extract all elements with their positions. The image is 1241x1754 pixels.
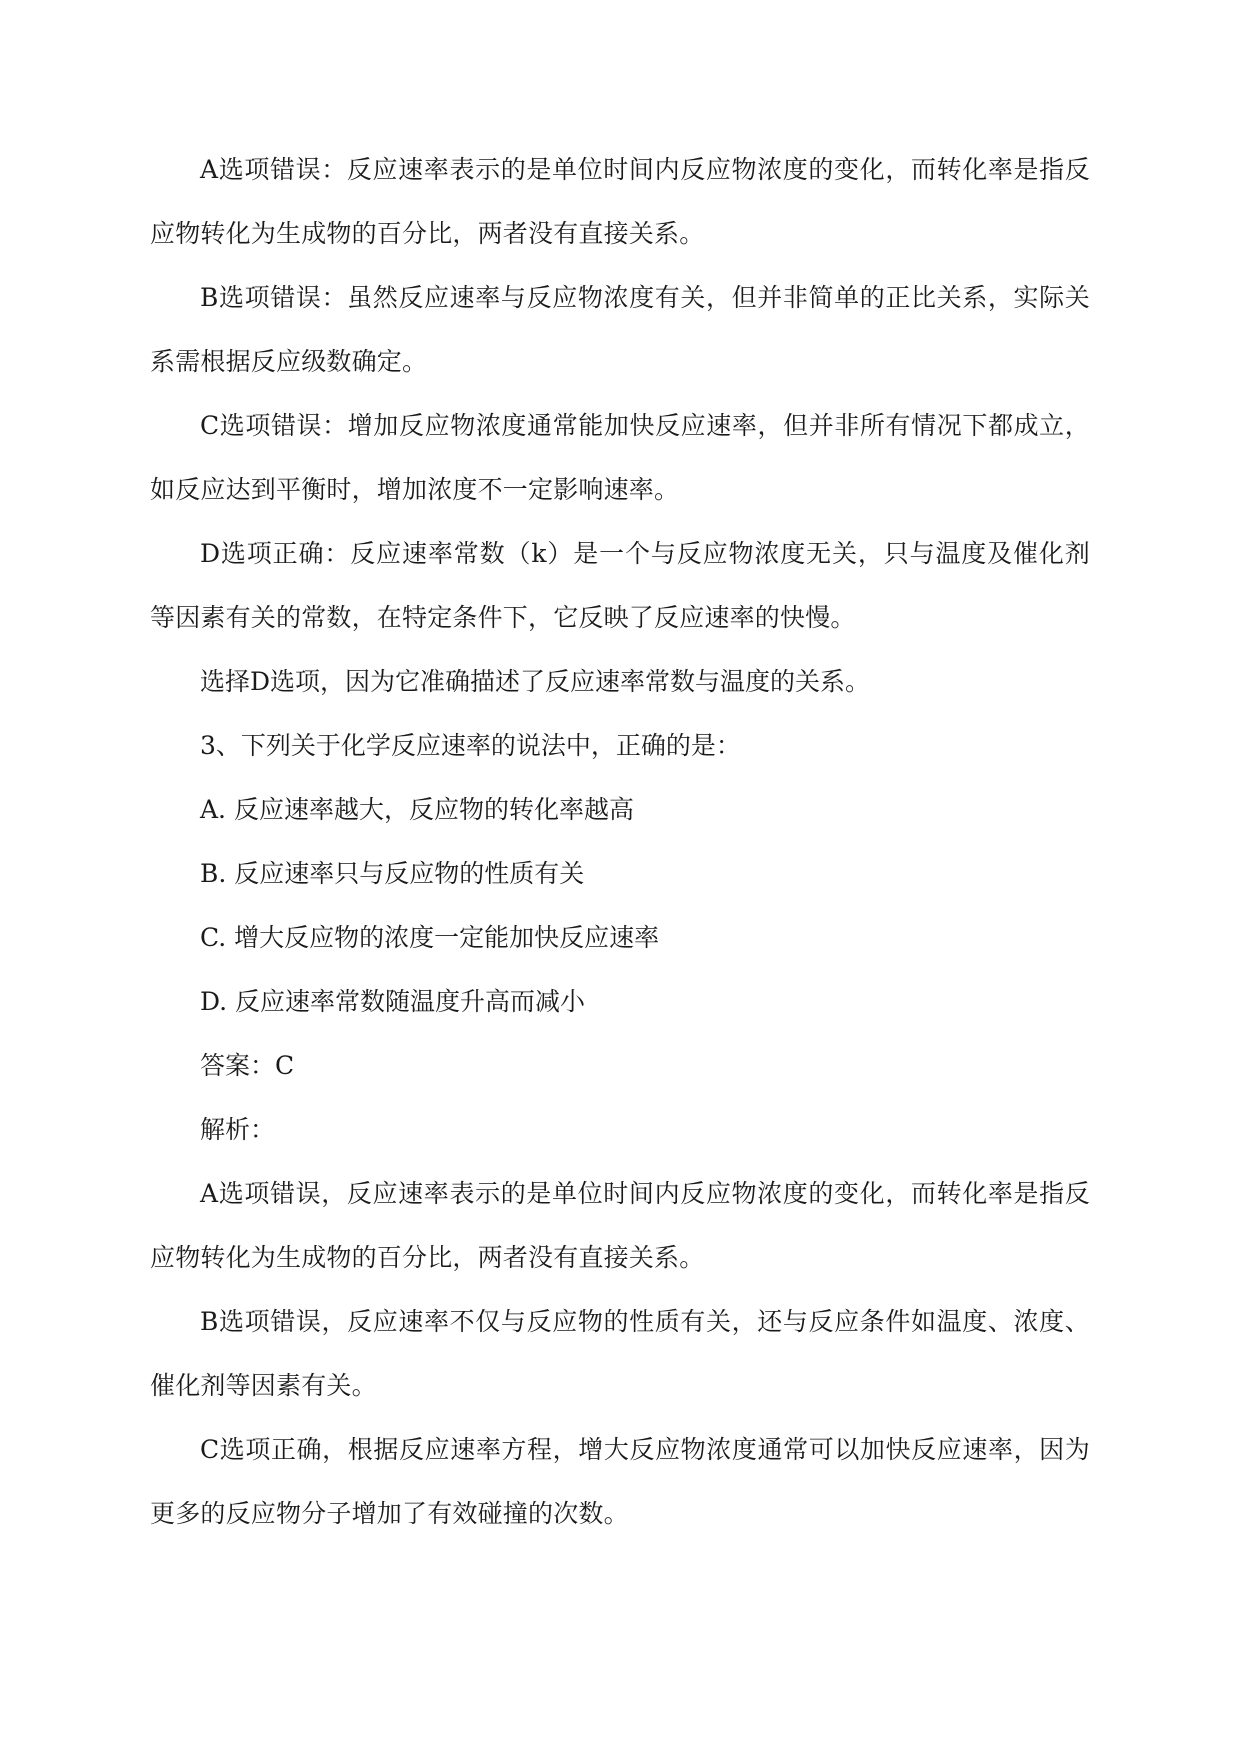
question-3-option-b: B. 反应速率只与反应物的性质有关 xyxy=(200,859,585,888)
question-3-answer: 答案：C xyxy=(200,1051,295,1080)
option-a-analysis: A选项错误：反应速率表示的是单位时间内反应物浓度的变化，而转化率是指反应物转化为生成物的百分比，两者没有直接关系。 xyxy=(150,155,1090,248)
question-3-option-c: C. 增大反应物的浓度一定能加快反应速率 xyxy=(200,923,660,952)
question-3-option-a: A. 反应速率越大，反应物的转化率越高 xyxy=(200,795,634,824)
option-c-analysis: C选项错误：增加反应物浓度通常能加快反应速率，但并非所有情况下都成立，如反应达到平衡时，增加浓度不一定影响速率。 xyxy=(150,411,1090,504)
question-3-option-a-analysis: A选项错误，反应速率表示的是单位时间内反应物浓度的变化，而转化率是指反应物转化为生成物的百分比，两者没有直接关系。 xyxy=(150,1179,1090,1272)
question-3-stem: 3、下列关于化学反应速率的说法中，正确的是： xyxy=(200,731,741,760)
document-page xyxy=(150,138,1090,1546)
option-d-analysis: D选项正确：反应速率常数（k）是一个与反应物浓度无关，只与温度及催化剂等因素有关的常数，在特定条件下，它反映了反应速率的快慢。 xyxy=(150,539,1090,632)
option-b-analysis: B选项错误：虽然反应速率与反应物浓度有关，但并非简单的正比关系，实际关系需根据反应级数确定。 xyxy=(150,283,1090,376)
question-3-option-c-analysis: C选项正确，根据反应速率方程，增大反应物浓度通常可以加快反应速率，因为更多的反应物分子增加了有效碰撞的次数。 xyxy=(150,1435,1090,1528)
conclusion: 选择D选项，因为它准确描述了反应速率常数与温度的关系。 xyxy=(200,667,871,696)
question-3-option-b-analysis: B选项错误，反应速率不仅与反应物的性质有关，还与反应条件如温度、浓度、催化剂等因素有关。 xyxy=(150,1307,1090,1400)
question-3-option-d: D. 反应速率常数随温度升高而减小 xyxy=(200,987,586,1016)
question-3-analysis-label: 解析： xyxy=(200,1115,276,1144)
